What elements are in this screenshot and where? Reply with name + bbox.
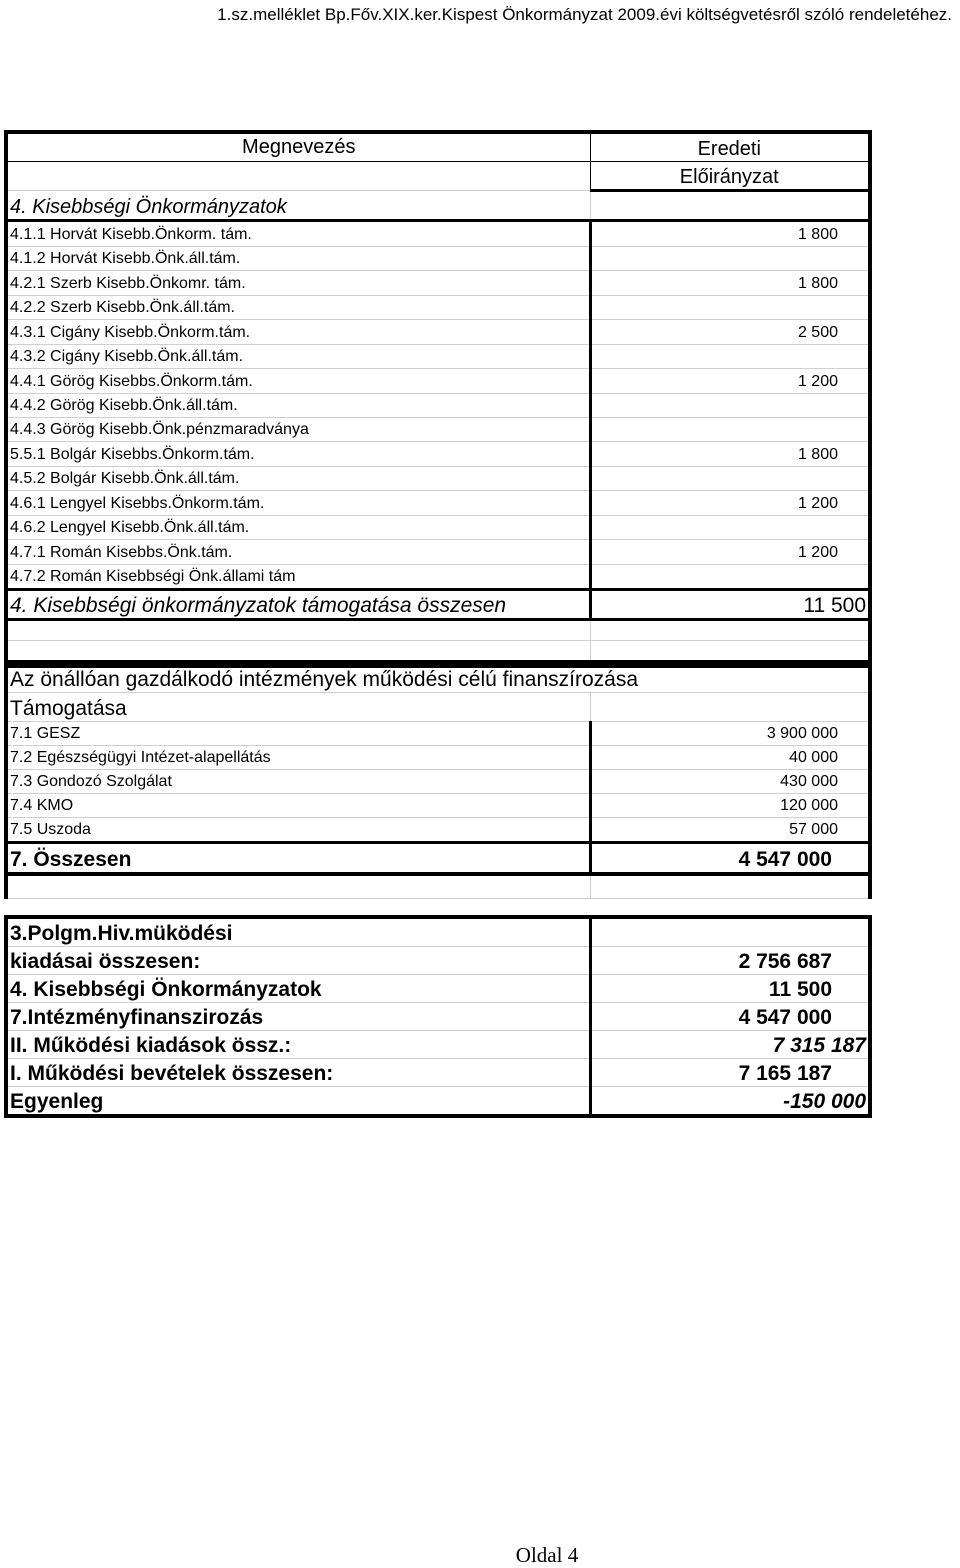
row-name: 4.4.1 Görög Kisebbs.Önkorm.tám. [6,369,590,394]
row-value: 1 800 [590,221,870,247]
row-value: 1 200 [590,369,870,394]
table-row [6,491,870,516]
empty-cell [6,874,590,899]
row-value [590,247,870,271]
row-name: 4.2.1 Szerb Kisebb.Önkomr. tám. [6,271,590,296]
row-value: 57 000 [590,818,870,843]
summary-row-7 [6,1087,870,1117]
summary-row-5 [6,1031,870,1059]
row-name: 4.4.2 Görög Kisebb.Önk.áll.tám. [6,394,590,418]
page-header [0,3,960,27]
empty-cell [6,620,590,641]
row-value: 2 500 [590,320,870,345]
col-header-value-1: Eredeti [590,132,870,162]
table-row [6,247,870,271]
row-value [590,467,870,491]
table-row [6,271,870,296]
page-header-text: 1.sz.melléklet Bp.Főv.XIX.ker.Kispest Önkormányzat 2009.évi költségvetésről szóló rendeletéhez. [217,5,952,24]
summary-value-7: -150 000 [590,1087,870,1117]
total-label: 7. Összesen [6,843,590,875]
row-name: 7.3 Gondozó Szolgálat [6,770,590,794]
minority-budget-table [4,130,872,668]
table-row [6,794,870,818]
row-value [590,418,870,442]
financing-title-row-2 [6,693,870,722]
col-header-name: Megnevezés [6,132,590,162]
table-row [6,770,870,794]
financing-title-1: Az önállóan gazdálkodó intézmények működési célú finanszírozása [6,662,870,693]
summary-label-5: II. Működési kiadások össz.: [6,1031,590,1059]
summary-row-4 [6,1003,870,1031]
table-row [6,442,870,467]
row-name: 4.1.2 Horvát Kisebb.Önk.áll.tám. [6,247,590,271]
section-title: 4. Kisebbségi Önkormányzatok [6,191,590,221]
table-header-row-2 [6,162,870,191]
page-footer: Oldal 4 [515,1543,579,1567]
table-header-row [6,132,870,162]
total-row [6,843,870,875]
empty-cell [590,620,870,641]
row-name: 4.1.1 Horvát Kisebb.Önkorm. tám. [6,221,590,247]
summary-label-2: kiadásai összesen: [6,947,590,975]
row-name: 4.3.1 Cigány Kisebb.Önkorm.tám. [6,320,590,345]
table-row [6,345,870,369]
empty-row [6,874,870,899]
summary-value-2: 2 756 687 [590,947,870,975]
row-value [590,394,870,418]
summary-row-2 [6,947,870,975]
row-value: 40 000 [590,746,870,770]
row-name: 5.5.1 Bolgár Kisebbs.Önkorm.tám. [6,442,590,467]
summary-value-3: 11 500 [590,975,870,1003]
summary-label-1: 3.Polgm.Hiv.müködési [6,917,590,947]
summary-label-4: 7.Intézményfinanszirozás [6,1003,590,1031]
row-value: 1 200 [590,491,870,516]
row-name: 4.6.1 Lengyel Kisebbs.Önkorm.tám. [6,491,590,516]
total-value: 11 500 [590,590,870,620]
institution-financing-table [4,660,872,899]
summary-label-6: I. Működési bevételek összesen: [6,1059,590,1087]
table-row [6,221,870,247]
table-row [6,394,870,418]
row-value: 3 900 000 [590,722,870,746]
table-row [6,296,870,320]
table-row [6,818,870,843]
row-name: 4.6.2 Lengyel Kisebb.Önk.áll.tám. [6,516,590,540]
summary-value-1-empty [590,917,870,947]
row-value: 1 800 [590,271,870,296]
row-value: 430 000 [590,770,870,794]
summary-row-6 [6,1059,870,1087]
row-name: 7.1 GESZ [6,722,590,746]
table-row [6,418,870,442]
row-name: 4.7.1 Román Kisebbs.Önk.tám. [6,540,590,565]
total-label: 4. Kisebbségi önkormányzatok támogatása összesen [6,590,590,620]
table-row [6,746,870,770]
col-header-empty [6,162,590,191]
table-row [6,369,870,394]
row-value: 1 800 [590,442,870,467]
table-row [6,722,870,746]
table-row [6,565,870,590]
row-value: 1 200 [590,540,870,565]
empty-cell [590,874,870,899]
section-title-row [6,191,870,221]
row-value [590,516,870,540]
row-value: 120 000 [590,794,870,818]
table-row [6,467,870,491]
financing-title-row-1 [6,662,870,693]
summary-row-3 [6,975,870,1003]
summary-value-5: 7 315 187 [590,1031,870,1059]
table-row [6,320,870,345]
total-value: 4 547 000 [590,843,870,875]
row-name: 4.2.2 Szerb Kisebb.Önk.áll.tám. [6,296,590,320]
row-name: 4.7.2 Román Kisebbségi Önk.állami tám [6,565,590,590]
summary-table [4,915,872,1118]
summary-value-6: 7 165 187 [590,1059,870,1087]
row-name: 7.4 KMO [6,794,590,818]
row-name: 7.5 Uszoda [6,818,590,843]
summary-label-7: Egyenleg [6,1087,590,1117]
row-name: 4.3.2 Cigány Kisebb.Önk.áll.tám. [6,345,590,369]
section-title-empty [590,191,870,221]
financing-title-2: Támogatása [6,693,590,722]
row-name: 4.5.2 Bolgár Kisebb.Önk.áll.tám. [6,467,590,491]
row-name: 7.2 Egészségügyi Intézet-alapellátás [6,746,590,770]
row-value [590,296,870,320]
table-row [6,540,870,565]
col-header-value-2: Előirányzat [590,162,870,191]
row-value [590,565,870,590]
financing-title-2-empty [590,693,870,722]
empty-row [6,620,870,641]
summary-label-3: 4. Kisebbségi Önkormányzatok [6,975,590,1003]
summary-value-4: 4 547 000 [590,1003,870,1031]
row-name: 4.4.3 Görög Kisebb.Önk.pénzmaradványa [6,418,590,442]
table-row [6,516,870,540]
total-row [6,590,870,620]
summary-row-1 [6,917,870,947]
row-value [590,345,870,369]
